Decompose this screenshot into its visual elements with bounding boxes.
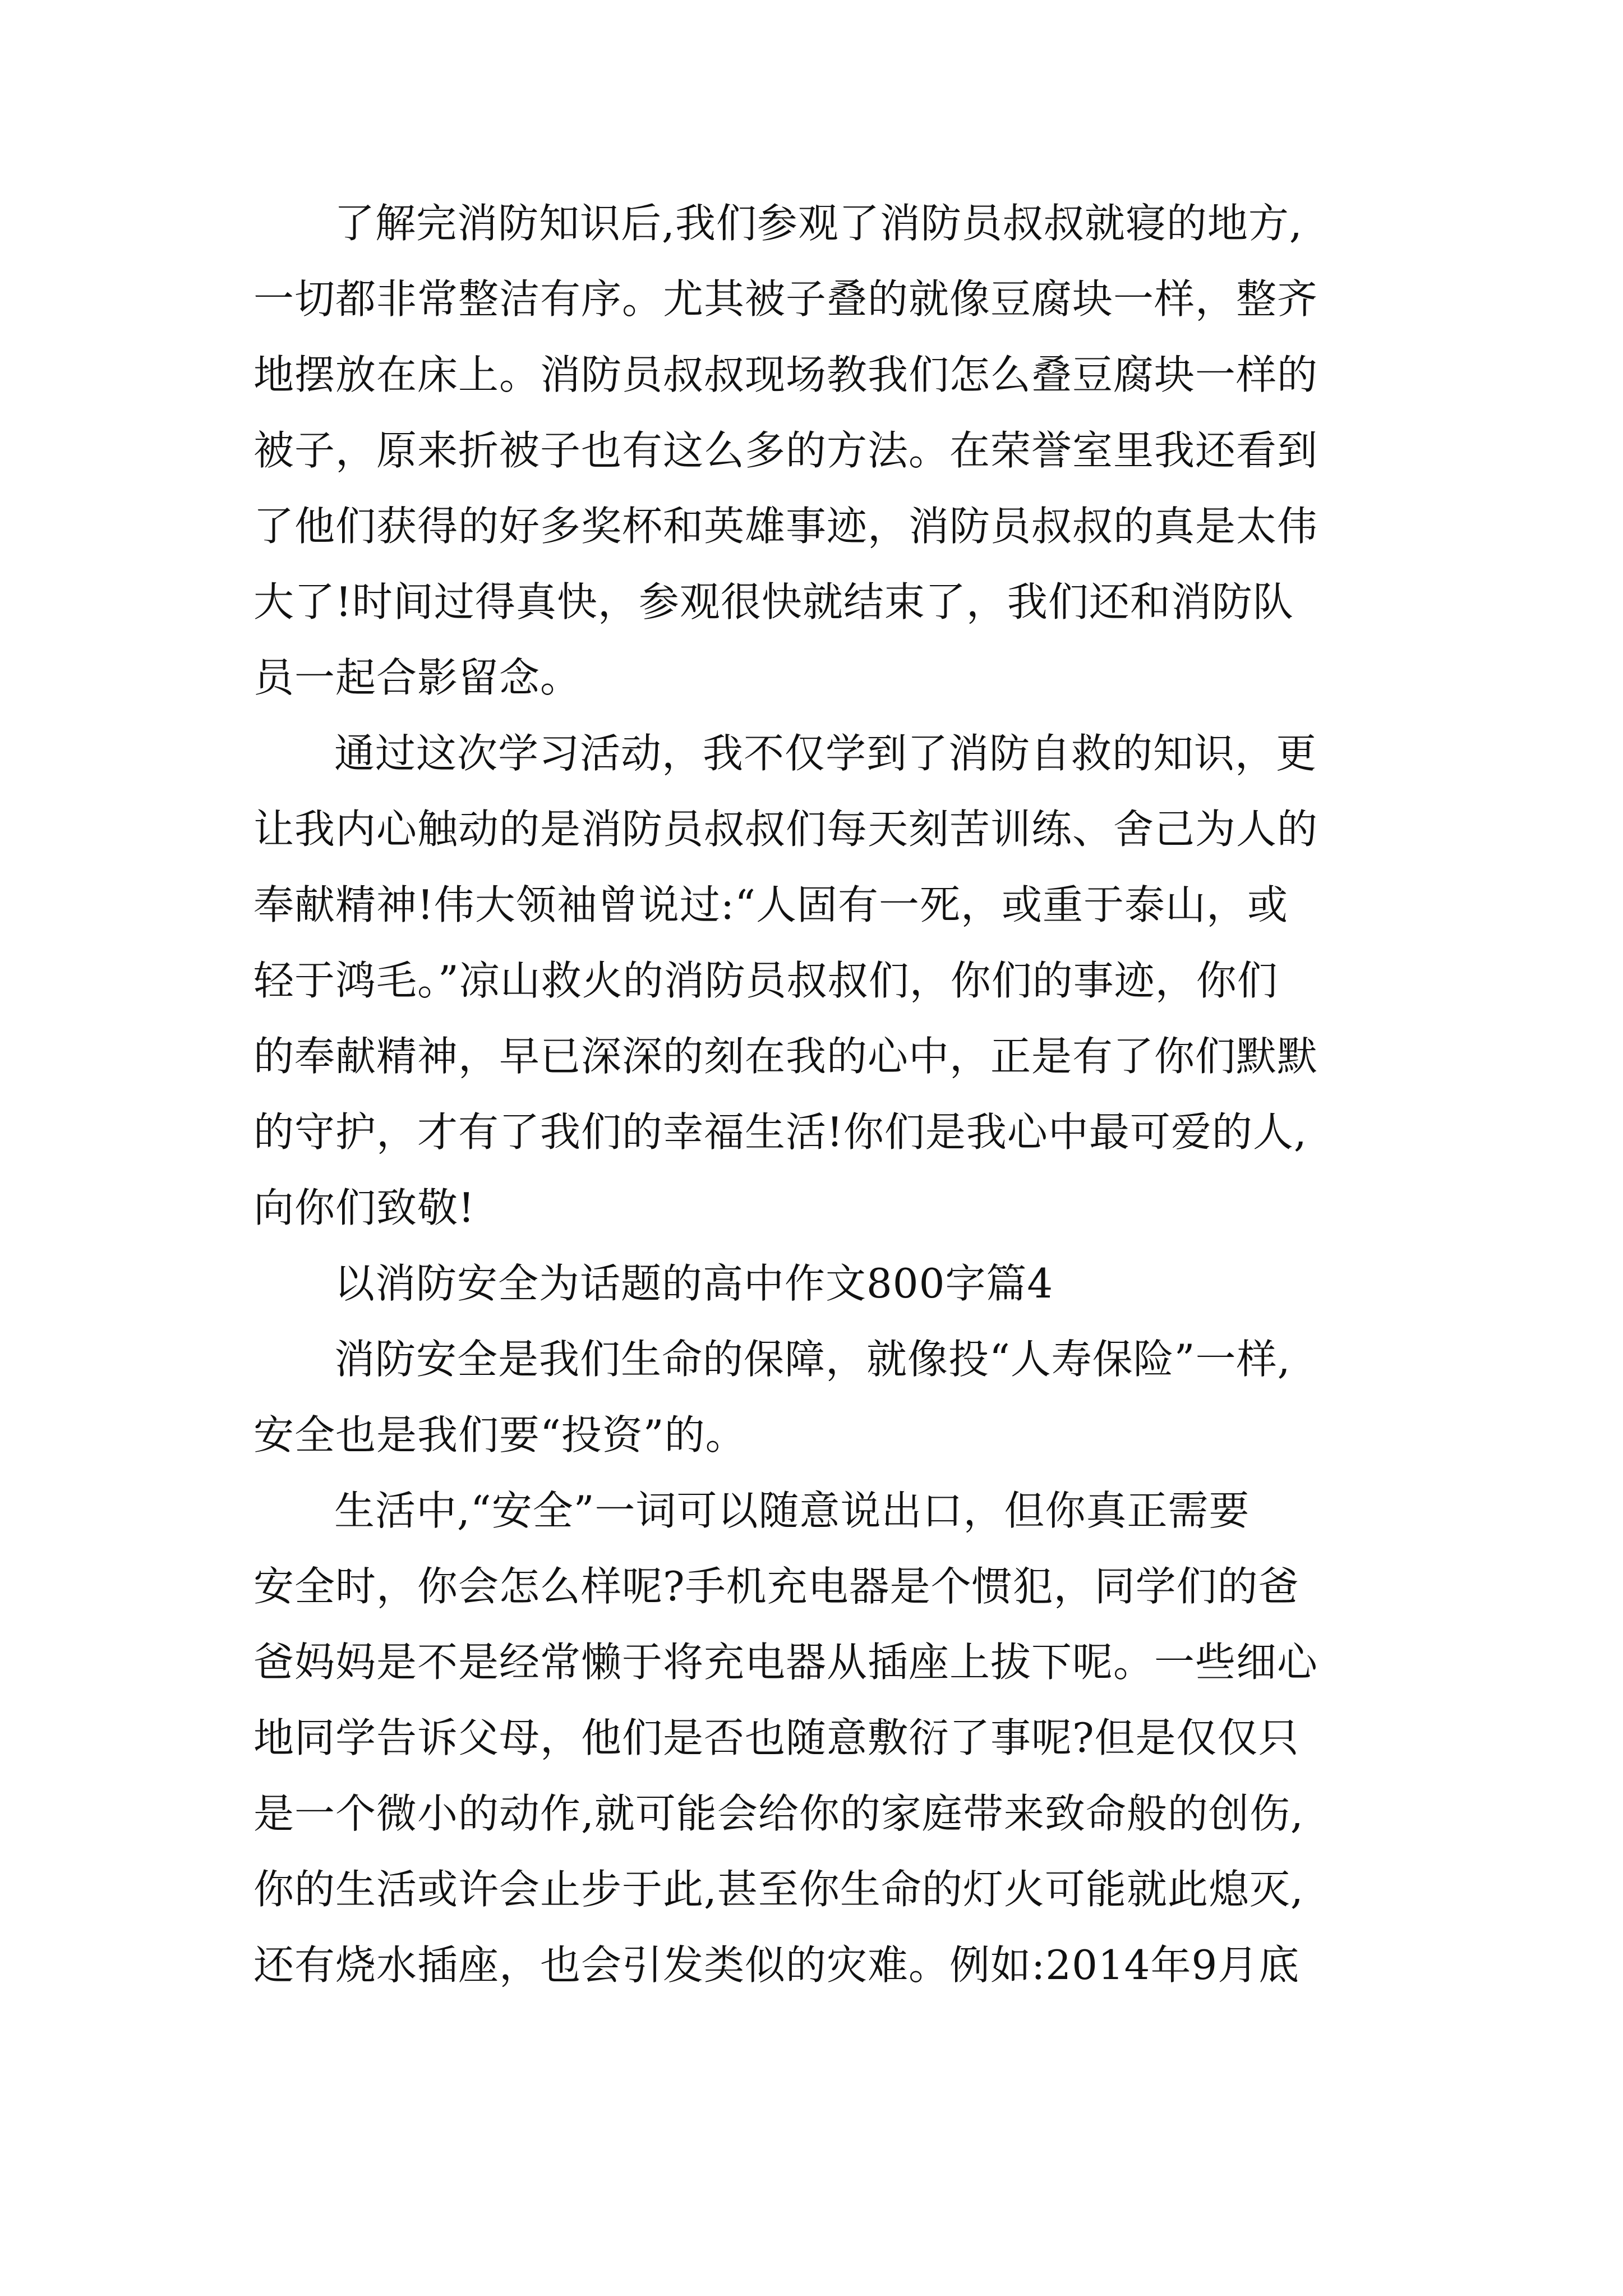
text-line: 一切都非常整洁有序。尤其被子叠的就像豆腐块一样，整齐 bbox=[253, 275, 1318, 323]
text-line: 安全时，你会怎么样呢?手机充电器是个惯犯，同学们的爸 bbox=[253, 1563, 1299, 1610]
text-line: 的守护，才有了我们的幸福生活!你们是我心中最可爱的人, bbox=[253, 1108, 1307, 1156]
text-line: 向你们致敬! bbox=[253, 1184, 475, 1231]
text-line: 爸妈妈是不是经常懒于将充电器从插座上拔下呢。一些细心 bbox=[253, 1639, 1318, 1686]
text-line: 安全也是我们要“投资”的。 bbox=[253, 1411, 746, 1458]
text-line: 被子，原来折被子也有这么多的方法。在荣誉室里我还看到 bbox=[253, 427, 1318, 474]
text-line: 生活中,“安全”一词可以随意说出口，但你真正需要 bbox=[334, 1487, 1250, 1534]
text-line: 了他们获得的好多奖杯和英雄事迹，消防员叔叔的真是太伟 bbox=[253, 503, 1318, 550]
text-line: 轻于鸿毛。”凉山救火的消防员叔叔们，你们的事迹，你们 bbox=[253, 957, 1278, 1004]
text-line: 消防安全是我们生命的保障，就像投“人寿保险”一样, bbox=[334, 1336, 1291, 1383]
text-line: 地同学告诉父母，他们是否也随意敷衍了事呢?但是仅仅只 bbox=[253, 1714, 1299, 1761]
text-line: 通过这次学习活动，我不仅学到了消防自救的知识，更 bbox=[334, 730, 1317, 777]
text-line: 还有烧水插座，也会引发类似的灾难。例如:2014年9月底 bbox=[253, 1941, 1300, 1989]
text-line: 地摆放在床上。消防员叔叔现场教我们怎么叠豆腐块一样的 bbox=[253, 351, 1318, 398]
text-line: 大了!时间过得真快，参观很快就结束了，我们还和消防队 bbox=[253, 578, 1294, 625]
text-line: 是一个微小的动作,就可能会给你的家庭带来致命般的创伤, bbox=[253, 1790, 1304, 1837]
text-line: 你的生活或许会止步于此,甚至你生命的灯火可能就此熄灭, bbox=[253, 1866, 1304, 1913]
text-line: 员一起合影留念。 bbox=[253, 654, 582, 701]
text-line: 让我内心触动的是消防员叔叔们每天刻苦训练、舍己为人的 bbox=[253, 806, 1318, 853]
section-heading: 以消防安全为话题的高中作文800字篇4 bbox=[334, 1260, 1054, 1307]
text-line: 的奉献精神，早已深深的刻在我的心中，正是有了你们默默 bbox=[253, 1033, 1318, 1080]
text-line: 奉献精神!伟大领袖曾说过:“人固有一死，或重于泰山，或 bbox=[253, 881, 1289, 928]
text-line: 了解完消防知识后,我们参观了消防员叔叔就寝的地方, bbox=[334, 200, 1303, 247]
